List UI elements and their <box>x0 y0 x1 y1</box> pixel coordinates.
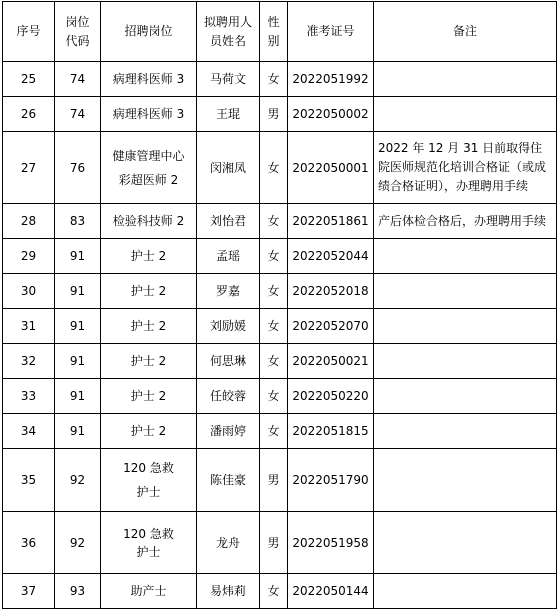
table-row <box>3 274 557 309</box>
cell-exam: 2022051861 <box>288 204 374 239</box>
cell-note <box>374 309 557 344</box>
cell-post-line: 助产士 <box>130 584 167 598</box>
cell-post-line: 护士 2 <box>130 354 167 368</box>
cell-name: 易炜莉 <box>197 574 260 609</box>
table-row <box>3 97 557 132</box>
cell-gender: 女 <box>260 62 288 97</box>
cell-gender: 女 <box>260 274 288 309</box>
cell-post <box>101 344 197 379</box>
cell-note: 产后体检合格后，办理聘用手续 <box>374 204 557 239</box>
cell-post <box>101 132 197 204</box>
cell-post-line: 120 急救 <box>123 526 174 541</box>
cell-name: 刘怡君 <box>197 204 260 239</box>
cell-gender: 男 <box>260 449 288 512</box>
cell-name: 陈佳豪 <box>197 449 260 512</box>
cell-seq: 31 <box>3 309 55 344</box>
cell-post <box>101 449 197 512</box>
table-row <box>3 379 557 414</box>
cell-post-line: 护士 2 <box>130 284 167 298</box>
header-row <box>3 2 557 62</box>
table-row <box>3 344 557 379</box>
cell-post-line: 检验科技师 2 <box>112 214 185 228</box>
cell-name: 龙舟 <box>197 512 260 574</box>
cell-seq: 29 <box>3 239 55 274</box>
cell-code: 91 <box>55 274 101 309</box>
cell-exam: 2022052070 <box>288 309 374 344</box>
cell-exam: 2022052018 <box>288 274 374 309</box>
cell-exam: 2022050144 <box>288 574 374 609</box>
cell-seq: 25 <box>3 62 55 97</box>
cell-seq: 26 <box>3 97 55 132</box>
cell-name: 闵湘凤 <box>197 132 260 204</box>
cell-post-line: 护士 2 <box>130 319 167 333</box>
cell-post-line: 护士 2 <box>130 249 167 263</box>
cell-exam: 2022052044 <box>288 239 374 274</box>
header-post: 招聘岗位 <box>101 2 197 62</box>
cell-seq: 34 <box>3 414 55 449</box>
cell-name: 孟瑶 <box>197 239 260 274</box>
cell-post-line: 病理科医师 3 <box>112 107 185 121</box>
cell-note: 2022 年 12 月 31 日前取得住院医师规范化培训合格证（或成绩合格证明），办理聘用手续 <box>374 132 557 204</box>
cell-seq: 37 <box>3 574 55 609</box>
table-row <box>3 239 557 274</box>
cell-gender: 男 <box>260 97 288 132</box>
cell-gender: 男 <box>260 512 288 574</box>
table-row <box>3 449 557 512</box>
cell-name: 罗嘉 <box>197 274 260 309</box>
cell-seq: 36 <box>3 512 55 574</box>
cell-post-line: 护士 2 <box>130 424 167 438</box>
cell-note <box>374 344 557 379</box>
cell-post <box>101 574 197 609</box>
cell-post <box>101 274 197 309</box>
cell-note <box>374 574 557 609</box>
cell-name: 任皎蓉 <box>197 379 260 414</box>
table-row <box>3 309 557 344</box>
header-gender: 性 别 <box>260 2 288 62</box>
cell-name: 何思琳 <box>197 344 260 379</box>
header-seq: 序号 <box>3 2 55 62</box>
cell-seq: 35 <box>3 449 55 512</box>
cell-seq: 30 <box>3 274 55 309</box>
cell-note <box>374 414 557 449</box>
cell-note <box>374 97 557 132</box>
cell-post <box>101 309 197 344</box>
cell-seq: 28 <box>3 204 55 239</box>
cell-exam: 2022050001 <box>288 132 374 204</box>
cell-post <box>101 379 197 414</box>
cell-post <box>101 414 197 449</box>
table-row <box>3 132 557 204</box>
cell-exam: 2022051958 <box>288 512 374 574</box>
cell-note <box>374 379 557 414</box>
cell-post-line: 护士 2 <box>130 389 167 403</box>
cell-post-line: 护士 <box>136 485 161 499</box>
cell-name: 刘励媛 <box>197 309 260 344</box>
cell-code: 76 <box>55 132 101 204</box>
cell-code: 91 <box>55 309 101 344</box>
cell-post-line: 护士 <box>136 544 161 559</box>
header-code: 岗位 代码 <box>55 2 101 62</box>
cell-exam: 2022050021 <box>288 344 374 379</box>
table-row <box>3 62 557 97</box>
cell-post <box>101 97 197 132</box>
cell-code: 93 <box>55 574 101 609</box>
cell-gender: 女 <box>260 132 288 204</box>
cell-post-line: 彩超医师 2 <box>118 172 179 187</box>
cell-name: 王琨 <box>197 97 260 132</box>
cell-code: 91 <box>55 344 101 379</box>
table-row <box>3 414 557 449</box>
cell-note <box>374 512 557 574</box>
cell-seq: 32 <box>3 344 55 379</box>
cell-name: 潘雨婷 <box>197 414 260 449</box>
cell-note <box>374 274 557 309</box>
table-row <box>3 512 557 574</box>
cell-exam: 2022051992 <box>288 62 374 97</box>
cell-code: 92 <box>55 512 101 574</box>
cell-post <box>101 239 197 274</box>
cell-code: 74 <box>55 97 101 132</box>
cell-post <box>101 62 197 97</box>
cell-code: 91 <box>55 379 101 414</box>
cell-note <box>374 239 557 274</box>
cell-note <box>374 62 557 97</box>
cell-code: 91 <box>55 414 101 449</box>
cell-post <box>101 512 197 574</box>
cell-exam: 2022051815 <box>288 414 374 449</box>
cell-gender: 女 <box>260 574 288 609</box>
cell-exam: 2022050002 <box>288 97 374 132</box>
cell-post-line: 120 急救 <box>123 461 174 475</box>
cell-note <box>374 449 557 512</box>
cell-code: 83 <box>55 204 101 239</box>
cell-gender: 女 <box>260 239 288 274</box>
cell-code: 92 <box>55 449 101 512</box>
header-exam: 准考证号 <box>288 2 374 62</box>
personnel-table <box>2 1 557 609</box>
table-row <box>3 204 557 239</box>
cell-post-line: 健康管理中心 <box>112 148 185 163</box>
table-row <box>3 574 557 609</box>
cell-seq: 27 <box>3 132 55 204</box>
cell-code: 91 <box>55 239 101 274</box>
cell-post <box>101 204 197 239</box>
cell-exam: 2022050220 <box>288 379 374 414</box>
header-name: 拟聘用人 员姓名 <box>197 2 260 62</box>
cell-exam: 2022051790 <box>288 449 374 512</box>
cell-gender: 女 <box>260 309 288 344</box>
header-note: 备注 <box>374 2 557 62</box>
cell-gender: 女 <box>260 379 288 414</box>
cell-code: 74 <box>55 62 101 97</box>
cell-gender: 女 <box>260 204 288 239</box>
cell-gender: 女 <box>260 344 288 379</box>
cell-gender: 女 <box>260 414 288 449</box>
cell-seq: 33 <box>3 379 55 414</box>
cell-name: 马荷文 <box>197 62 260 97</box>
cell-post-line: 病理科医师 3 <box>112 72 185 86</box>
